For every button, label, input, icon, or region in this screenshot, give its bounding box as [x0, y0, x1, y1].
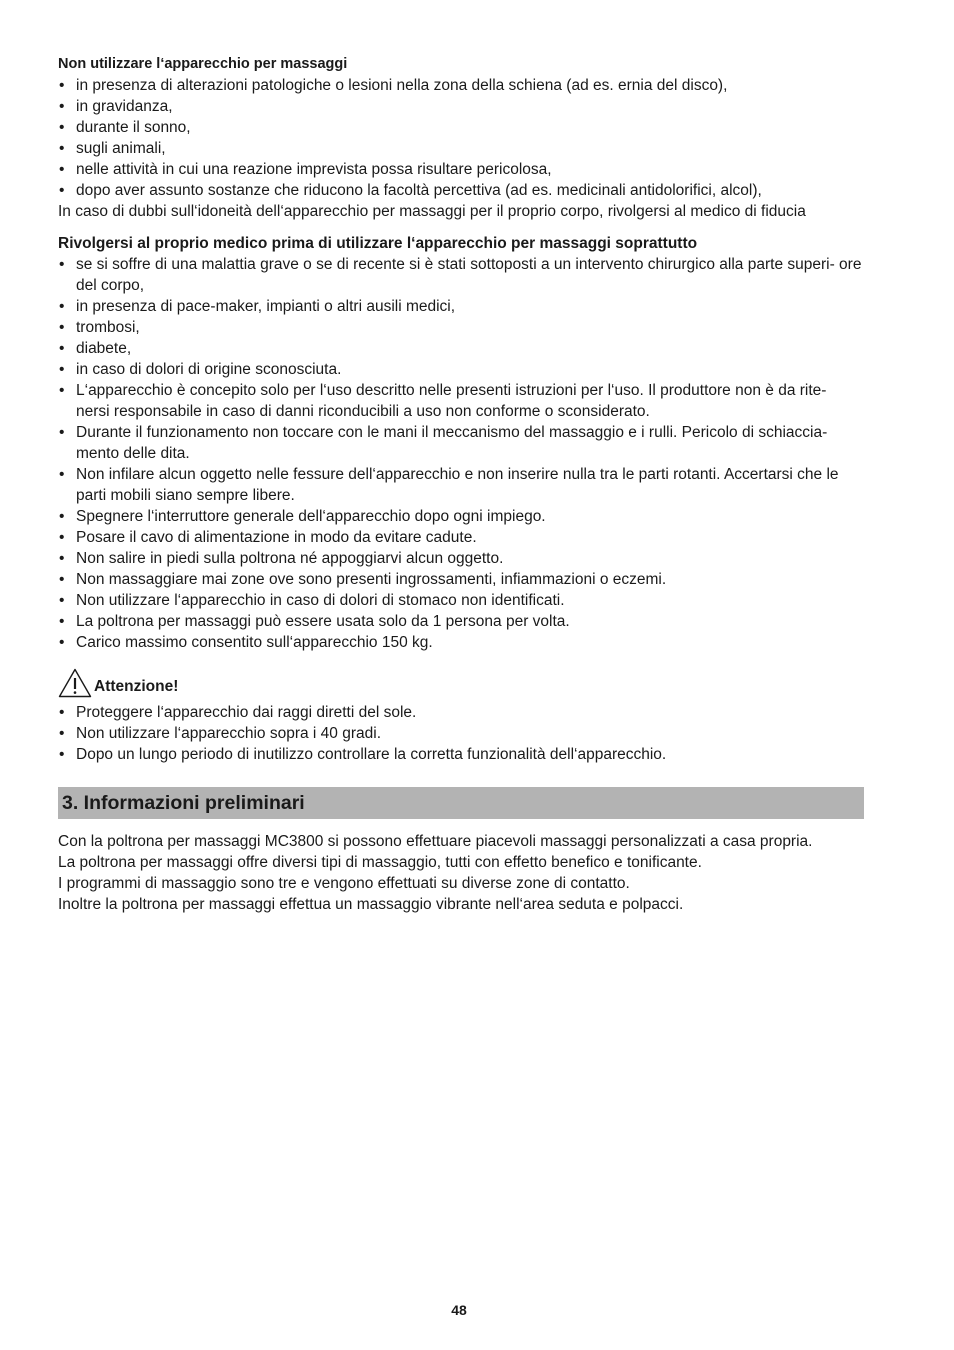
body-line: La poltrona per massaggi offre diversi tipi di massaggio, tutti con effetto benefico e tonificante.	[58, 854, 702, 871]
list-item: • Non utilizzare l‘apparecchio in caso di dolori di stomaco non identificati.	[59, 592, 565, 609]
section1-heading: Non utilizzare l‘apparecchio per massaggi	[58, 56, 348, 72]
section1-list	[58, 75, 864, 201]
section2-list	[58, 254, 864, 653]
bullet-icon: •	[59, 256, 65, 273]
bullet-icon: •	[59, 634, 65, 651]
list-item: • in caso di dolori di origine sconosciuta.	[59, 361, 342, 378]
list-item: • Durante il funzionamento non toccare con le mani il meccanismo del massaggio e i rulli. Pericolo di schiaccia- mento delle dita.	[59, 424, 828, 462]
list-item: • Non massaggiare mai zone ove sono presenti ingrossamenti, infiammazioni o eczemi.	[59, 571, 667, 588]
bullet-icon: •	[59, 77, 65, 94]
list-item: • in gravidanza,	[59, 98, 173, 115]
page-number: 48	[451, 1302, 467, 1318]
list-item: • La poltrona per massaggi può essere usata solo da 1 persona per volta.	[59, 613, 570, 630]
warning-label: Attenzione!	[94, 678, 179, 695]
body-line: Inoltre la poltrona per massaggi effettua un massaggio vibrante nell‘area seduta e polpacci.	[58, 896, 684, 913]
list-item: • se si soffre di una malattia grave o se di recente si è stati sottoposti a un intervento chirurgico alla parte superi- ore del corpo,	[59, 256, 862, 294]
list-item: • durante il sonno,	[59, 119, 191, 136]
bullet-icon: •	[59, 140, 65, 157]
bullet-icon: •	[59, 361, 65, 378]
list-item: • dopo aver assunto sostanze che riducono la facoltà percettiva (ad es. medicinali antidolorifici, alcol),	[59, 182, 762, 199]
bullet-icon: •	[59, 466, 65, 483]
list-item: • Spegnere l‘interruttore generale dell‘apparecchio dopo ogni impiego.	[59, 508, 546, 525]
bullet-icon: •	[59, 704, 65, 721]
body-line: I programmi di massaggio sono tre e vengono effettuati su diverse zone di contatto.	[58, 875, 630, 892]
bullet-icon: •	[59, 508, 65, 525]
list-item: • Posare il cavo di alimentazione in modo da evitare cadute.	[59, 529, 477, 546]
body-line: Con la poltrona per massaggi MC3800 si possono effettuare piacevoli massaggi personalizzati a casa propria.	[58, 833, 813, 850]
list-item: • nelle attività in cui una reazione imprevista possa risultare pericolosa,	[59, 161, 552, 178]
bullet-icon: •	[59, 746, 65, 763]
section-title: 3. Informazioni preliminari	[62, 791, 305, 814]
list-item: • Carico massimo consentito sull‘apparecchio 150 kg.	[59, 634, 433, 651]
section-heading-bar	[58, 787, 864, 819]
section2-heading: Rivolgersi al proprio medico prima di utilizzare l‘apparecchio per massaggi soprattutto	[58, 235, 698, 252]
section1-note: In caso di dubbi sull‘idoneità dell‘apparecchio per massaggi per il proprio corpo, rivolgersi al medico di fiducia	[58, 203, 806, 220]
bullet-icon: •	[59, 571, 65, 588]
list-item: • in presenza di alterazioni patologiche o lesioni nella zona della schiena (ad es. ernia del disco),	[59, 77, 728, 94]
bullet-icon: •	[59, 382, 65, 399]
bullet-icon: •	[59, 725, 65, 742]
list-item: • Proteggere l‘apparecchio dai raggi diretti del sole.	[59, 704, 417, 721]
list-item: • Dopo un lungo periodo di inutilizzo controllare la corretta funzionalità dell‘apparecchio.	[59, 746, 667, 763]
bullet-icon: •	[59, 340, 65, 357]
bullet-icon: •	[59, 319, 65, 336]
bullet-icon: •	[59, 98, 65, 115]
bullet-icon: •	[59, 592, 65, 609]
list-item: • diabete,	[59, 340, 132, 357]
bullet-icon: •	[59, 529, 65, 546]
bullet-icon: •	[59, 424, 65, 441]
list-item: • Non utilizzare l‘apparecchio sopra i 40 gradi.	[59, 725, 381, 742]
warning-heading	[58, 664, 864, 698]
page-content	[58, 54, 864, 915]
bullet-icon: •	[59, 119, 65, 136]
list-item: • sugli animali,	[59, 140, 166, 157]
list-item: • Non salire in piedi sulla poltrona né appoggiarvi alcun oggetto.	[59, 550, 504, 567]
bullet-icon: •	[59, 298, 65, 315]
bullet-icon: •	[59, 182, 65, 199]
bullet-icon: •	[59, 550, 65, 567]
warning-list	[58, 702, 864, 765]
section3-body	[58, 831, 864, 915]
list-item: • trombosi,	[59, 319, 140, 336]
bullet-icon: •	[59, 613, 65, 630]
list-item: • L‘apparecchio è concepito solo per l‘uso descritto nelle presenti istruzioni per l‘uso. Il produttore non è da rite- nersi responsabile in caso di danni riconducibili a uso non conforme o sconsiderato.	[59, 382, 827, 420]
warning-triangle-icon	[58, 668, 92, 698]
list-item: • Non infilare alcun oggetto nelle fessure dell‘apparecchio e non inserire nulla tra le parti rotanti. Accertarsi che le parti mobili siano sempre libere.	[59, 466, 839, 504]
list-item: • in presenza di pace-maker, impianti o altri ausili medici,	[59, 298, 456, 315]
bullet-icon: •	[59, 161, 65, 178]
